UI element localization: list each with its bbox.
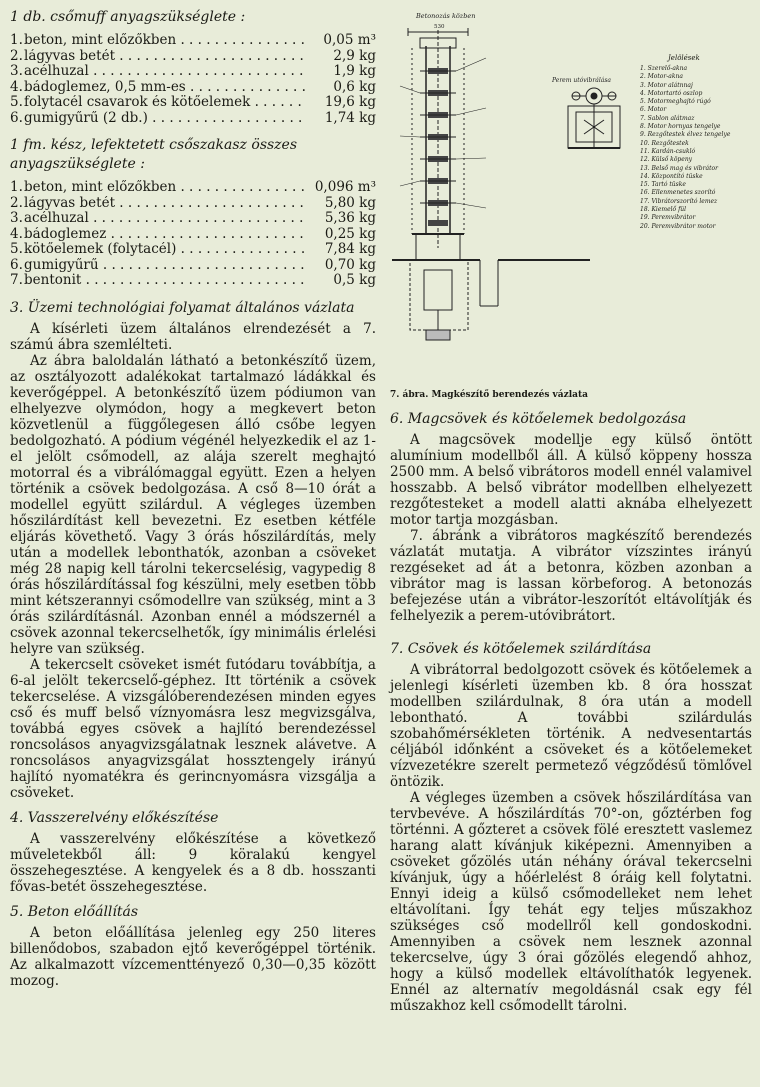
legend-item: 14. Központító tüske — [640, 172, 703, 180]
legend-item: 2. Motor-akna — [640, 73, 683, 81]
legend-item: 10. Rezgőtestek — [640, 139, 689, 147]
legend-item: 1. Szerelő-akna — [640, 65, 688, 72]
material-name: beton, mint előzőkben . . . — [24, 33, 306, 49]
material-row — [10, 211, 376, 227]
figure-top-label: Betonozás közben — [416, 12, 476, 20]
list1-heading: 1 db. csőmuff anyagszükséglete : — [10, 9, 246, 25]
material-row — [10, 258, 376, 274]
material-value: 5,36 kg — [306, 211, 376, 227]
section-3-paragraph: Az ábra baloldalán látható a betonkészítő üzem, az osztályozott adalékokat tartalmazó ládákkal és keverőgéppel. A betonkészítő üzem pódiumon van elhelyezve olymódon, hogy a megkevert beton közvetlenül a függőlegesen álló csőbe legyen bedolgozható. A pódium végénél helyezkedik el az 1-el jelölt csőmodell, az alája szerelt meghajtó motorral és a vibrálómaggal együtt. Ezen a helyen történik a csövek bedolgozása. A cső 8—10 órát a modellel együtt szilárdul. A végleges üzemben hőszilárdítást kell bevezetni. Ez esetben kétféle eljárás követhető. Vagy 3 órás hőszilárdítás, mely után a modellek lebonthatók, azonban a csöveket még 28 napig kell tárolni tekercselésig, vagypedig 8 órás hőszilárdítással fog készülni, mely esetben több mint kétszerannyi csőmodellre van szükség, mint a 3 órás szilárdításnál. Azonban ennél a módszernél a csövek azonnal tekercselhetők, így minimális érlelési helyre van szükség. — [10, 352, 376, 657]
material-number: 2. — [10, 47, 23, 64]
right-column — [390, 8, 752, 1014]
material-number: 4. — [10, 225, 23, 242]
legend-item: 5. Motormeghajtó rúgó — [640, 98, 711, 106]
legend-item: 16. Ellenmenetes szorító — [640, 189, 716, 197]
legend-item: 11. Kardán-csukló — [640, 147, 696, 155]
legend-item: 7. Sablon alátmaz — [640, 114, 695, 122]
section-3-paragraph: A tekercselt csöveket ismét futódaru továbbítja, a 6-al jelölt tekercselő-géphez. Itt történik a csövek tekercselése. A vizsgálóberendezésen minden egyes cső és muff belső víznyomásra lesz megvizsgálva, továbbá egyes csövek a hajlító berendezéssel roncsolásos anyagvizsgálatnak lesznek alávetve. A roncsolásos anyagvizsgálat hossztengely irányú hajlító nyomatékra és gerincnyomásra vizsgálja a csöveket. — [10, 656, 376, 801]
material-number: 6. — [10, 256, 23, 273]
legend-item: 4. Motortartó oszlop — [640, 89, 703, 97]
section-5-paragraph: A beton előállítása jelenleg egy 250 literes billenődobos, szabadon ejtő keverőgéppel történik. Az alkalmazott vízcementtényező 0,30—0,35 között mozog. — [10, 924, 376, 989]
material-value: 7,84 kg — [306, 242, 376, 258]
material-number: 1. — [10, 32, 23, 48]
figure-legend — [640, 54, 750, 231]
material-number: 5. — [10, 241, 23, 257]
material-name: gumigyűrű (2 db.) . . . — [24, 111, 306, 127]
section-5-title: 5. Beton előállítás — [10, 903, 139, 920]
material-row — [10, 111, 376, 127]
material-list-2 — [10, 180, 376, 289]
material-row — [10, 33, 376, 49]
section-4-title: 4. Vasszerelvény előkészítése — [10, 809, 219, 826]
legend-item: 13. Belső mag és vibrátor — [640, 164, 718, 172]
material-number: 5. — [10, 94, 23, 110]
material-row — [10, 227, 376, 243]
legend-item: 12. Külső köpeny — [640, 156, 693, 164]
material-list-1 — [10, 33, 376, 126]
legend-item: 6. Motor — [640, 106, 667, 114]
figure-dimension-label: 530 — [434, 24, 445, 30]
material-value: 0,6 kg — [306, 80, 376, 96]
legend-item: 17. Vibrátorszorító lemez — [640, 197, 718, 205]
legend-item: 8. Motor hornyas tengelye — [640, 123, 721, 131]
material-value: 1,9 kg — [306, 64, 376, 80]
material-number: 4. — [10, 78, 23, 95]
material-name: lágyvas betét . . . — [24, 196, 306, 212]
material-number: 3. — [10, 210, 23, 226]
material-row — [10, 49, 376, 65]
material-name: bentonit . . . — [24, 273, 306, 289]
section-7-title: 7. Csövek és kötőelemek szilárdítása — [390, 641, 652, 657]
section-6-paragraph: A magcsövek modellje egy külső öntött alumínium modellből áll. A külső köppeny hossza 2500 mm. A belső vibrátoros modell ennél valamivel hosszabb. A belső vibrátor modellben elhelyezett rezgőtesteket a modell alatti aknába elhelyezett motor tartja mozgásban. — [390, 432, 752, 528]
section-6-paragraph: 7. ábránk a vibrátoros magkészítő berendezés vázlatát mutatja. A vibrátor vízszintes irányú rezgéseket ad át a betonra, közben azonban a vibrátor mag is lassan körbeforog. A betonozás befejezése után a vibrátor-leszorítót eltávolítják és felhelyezik a perem-utóvibrátort. — [390, 528, 752, 624]
material-value: 0,5 kg — [306, 273, 376, 289]
legend-item: 19. Peremvibrátor — [640, 214, 696, 222]
material-name: acélhuzal . . . — [24, 211, 306, 227]
material-value: 5,80 kg — [306, 196, 376, 212]
section-3-paragraph: A kísérleti üzem általános elrendezését a 7. számú ábra szemlélteti. — [10, 320, 376, 353]
material-name: lágyvas betét . . . — [24, 49, 306, 65]
material-name: folytacél csavarok és kötőelemek . . . — [24, 95, 306, 111]
legend-item: 9. Rezgőtestek élvez tengelye — [640, 131, 731, 139]
material-name: gumigyűrű . . . — [24, 258, 306, 274]
material-row — [10, 80, 376, 96]
material-number: 1. — [10, 179, 23, 195]
material-name: kötőelemek (folytacél) . . . — [24, 242, 306, 258]
list2-heading: 1 fm. kész, lefektetett csőszakasz összes anyagszükséglete : — [10, 137, 298, 172]
material-name: acélhuzal . . . — [24, 64, 306, 80]
material-name: beton, mint előzőkben . . . — [24, 180, 306, 196]
figure-caption: 7. ábra. Magkészítő berendezés vázlata — [390, 390, 588, 400]
material-row — [10, 196, 376, 212]
figure-7 — [390, 8, 752, 388]
material-value: 0,05 m³ — [306, 33, 376, 49]
material-value: 0,70 kg — [306, 258, 376, 274]
section-7-paragraph: A vibrátorral bedolgozott csövek és kötőelemek a jelenlegi kísérleti üzemben kb. 8 óra hosszat modellben szilárdulnak, 8 óra után a modell lebontható. A további szilárdulás szobahőmérsékleten történik. A nedvesentartás céljából időnként a csöveket és a kötőelemeket vízvezetékre szerelt permetező végződésű tömlővel öntözik. — [390, 662, 752, 790]
legend-item: 20. Peremvibrátor motor — [640, 222, 716, 230]
section-3-title: 3. Üzemi technológiai folyamat általános vázlata — [10, 299, 355, 316]
legend-item: 3. Motor alátnnaj — [640, 81, 693, 89]
material-value: 0,25 kg — [306, 227, 376, 243]
section-4-paragraph: A vasszerelvény előkészítése a következő műveletekből áll: 9 köralakú kengyel összehegesztése. A kengyelek és a 8 db. hosszanti fővas-betét összehegesztése. — [10, 830, 376, 895]
material-value: 19,6 kg — [306, 95, 376, 111]
material-number: 2. — [10, 194, 23, 211]
material-value: 1,74 kg — [306, 111, 376, 127]
material-number: 3. — [10, 63, 23, 79]
material-name: bádoglemez . . . — [24, 227, 306, 243]
material-number: 7. — [10, 272, 23, 288]
legend-item: 15. Tartó tüske — [640, 181, 686, 189]
material-row — [10, 95, 376, 111]
material-row — [10, 273, 376, 289]
section-6-title: 6. Magcsövek és kötőelemek bedolgozása — [390, 411, 687, 427]
material-value: 2,9 kg — [306, 49, 376, 65]
material-number: 6. — [10, 109, 23, 126]
material-row — [10, 242, 376, 258]
material-row — [10, 64, 376, 80]
legend-title: Jelölések — [668, 54, 700, 62]
material-name: bádoglemez, 0,5 mm-es . . . — [24, 80, 306, 96]
section-7-paragraph: A végleges üzemben a csövek hőszilárdítása van tervbevéve. A hőszilárdítás 70°-on, gőztérben fog történni. A gőzteret a csövek fölé eresztett vaslemez harang alatt kívánjuk kiképezni. Amennyiben a csöveket gőzölés után néhány órával tekercselni kívánjuk, úgy a hőérlelést 8 óráig kell folytatni. Ennyi ideig a külső csőmodelleket nem lehet eltávolítani. Így tehát egy teljes műszakhoz szükséges cső modellről kell gondoskodni. Amennyiben a csövek nem lesznek azonnal tekercselve, úgy 3 órai gőzölés elegendő ahhoz, hogy a külső modellek eltávolíthatók legyenek. Ennél az alternatív megoldásnál csak egy fél műszakhoz kell csőmodellt tárolni. — [390, 790, 752, 1014]
material-value: 0,096 m³ — [306, 180, 376, 196]
left-column — [10, 8, 376, 989]
material-row — [10, 180, 376, 196]
figure-side-label: Perem utóvibrálása — [552, 77, 611, 84]
legend-item: 18. Kiemelő fül — [640, 206, 687, 214]
